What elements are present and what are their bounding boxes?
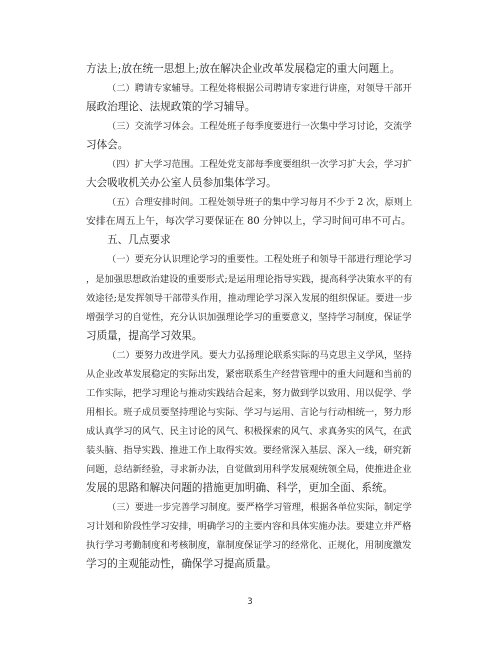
text-line: 习体会。 xyxy=(86,139,129,152)
text-line: （一）要充分认识理论学习的重要性。工程处班子和领导干部进行理论学习 xyxy=(107,254,412,266)
text-line: 方法上;放在统一思想上;放在解决企业改革发展稳定的重大问题上。 xyxy=(86,63,401,75)
page-number: 3 xyxy=(247,597,253,607)
text-line: 问题，总结新经验，寻求新办法，自觉做到用科学发展观统领全局，使推进企业 xyxy=(86,463,412,475)
text-line: 大会吸收机关办公室人员参加集体学习。 xyxy=(86,177,277,190)
document-body xyxy=(86,60,412,574)
text-line: 效途径;是发挥领导干部带头作用，推动理论学习深入发展的组织保证。要进一步 xyxy=(86,292,413,304)
text-line: 学习的主观能动性，确保学习提高质量。 xyxy=(86,558,277,571)
text-line: 习质量，提高学习效果。 xyxy=(86,329,203,342)
text-line: 成认真学习的风气、民主讨论的风气、积极探索的风气、求真务实的风气，在武 xyxy=(86,425,412,437)
text-line: （四）扩大学习范围。工程处党支部每季度要组织一次学习扩大会，学习扩 xyxy=(107,159,412,171)
text-line: 五、几点要求 xyxy=(107,234,171,247)
text-line: （五）合理安排时间。工程处领导班子的集中学习每月不少于 2 次，原则上 xyxy=(107,197,413,209)
text-line: 从企业改革发展稳定的实际出发，紧密联系生产经营管理中的重大问题和当前的 xyxy=(86,368,412,380)
text-line: 用相长。班子成员要坚持理论与实际、学习与运用、言论与行动相统一，努力形 xyxy=(86,406,412,418)
text-line: 安排在周五上午，每次学习要保证在 80 分钟以上，学习时间可串不可占。 xyxy=(86,216,411,228)
text-line: ，是加强思想政治建设的重要形式;是运用理论指导实践，提高科学决策水平的有 xyxy=(86,273,413,285)
text-line: 增强学习的自觉性，充分认识加强理论学习的重要意义，坚持学习制度，保证学 xyxy=(86,311,412,323)
text-line: （二）要努力改进学风。要大力弘扬理论联系实际的马克思主义学风，坚持 xyxy=(107,349,412,361)
text-line: 习计划和阶段性学习安排，明确学习的主要内容和具体实施办法。要建立并严格 xyxy=(86,521,412,533)
text-line: 发展的思路和解决问题的措施更加明确、科学，更加全面、系统。 xyxy=(86,482,394,495)
text-line: 工作实际，把学习理论与推动实践结合起来，努力做到学以致用、用以促学、学 xyxy=(86,387,412,399)
text-line: （二）聘请专家辅导。工程处将根据公司聘请专家进行讲座，对领导干部开 xyxy=(107,83,412,95)
text-line: 执行学习考勤制度和考核制度，靠制度保证学习的经常化、正规化，用制度激发 xyxy=(86,540,412,552)
text-line: （三）交流学习体会。工程处班子每季度要进行一次集中学习讨论，交流学 xyxy=(107,121,412,133)
text-line: 装头脑、指导实践、推进工作上取得实效。要经常深入基层、深入一线，研究新 xyxy=(86,444,412,456)
text-line: 展政治理论、法规政策的学习辅导。 xyxy=(86,101,256,114)
text-line: （三）要进一步完善学习制度。要严格学习管理，根据各单位实际，制定学 xyxy=(107,502,412,514)
